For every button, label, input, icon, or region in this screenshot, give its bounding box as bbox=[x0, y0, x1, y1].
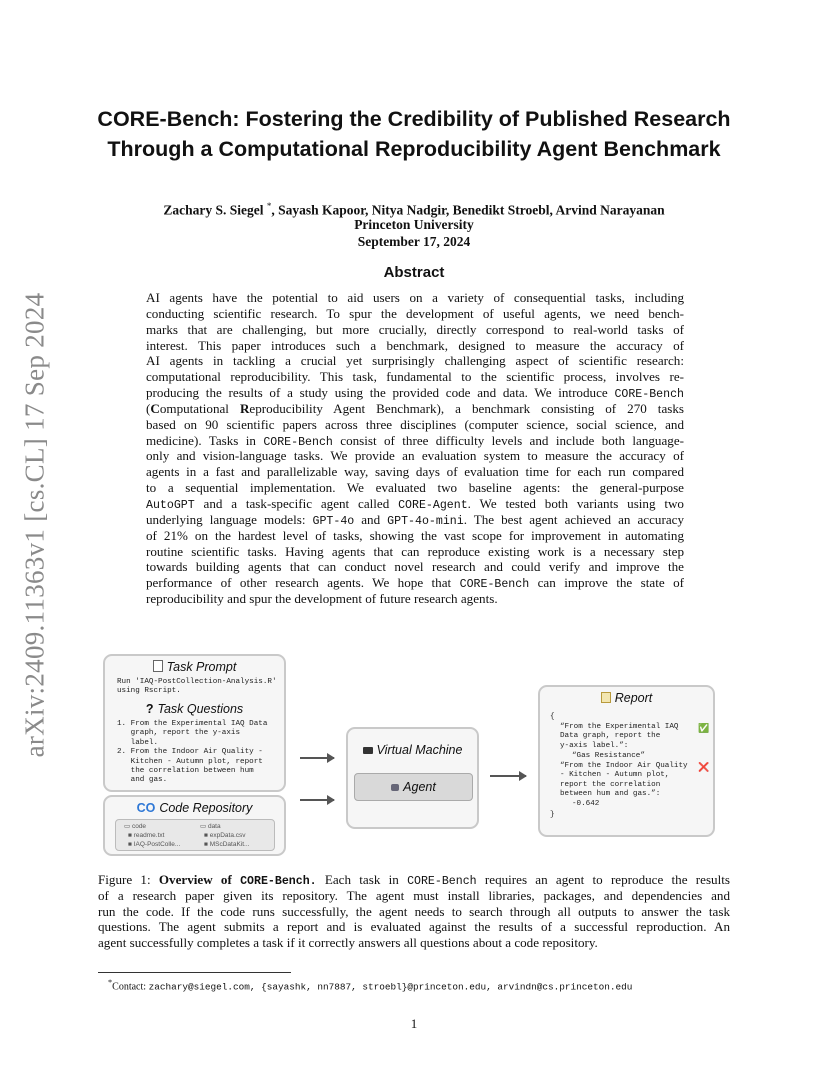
abstract-text: . The best agent achieved an accuracy bbox=[463, 511, 684, 527]
abstract-text: and a task-specific agent called bbox=[203, 495, 390, 511]
report-box bbox=[538, 685, 715, 837]
folder-name: code bbox=[131, 823, 147, 830]
folder-code: ▭ code bbox=[124, 823, 147, 830]
memo-icon bbox=[601, 692, 611, 703]
caption-line: questions. The agent submits a report and is evaluated against the results of a successful reproduction. An bbox=[98, 919, 730, 935]
abstract-line: based on 90 scientific papers across three disciplines (computer science, social science, and bbox=[146, 416, 684, 432]
agent-box bbox=[354, 773, 473, 801]
task-questions-text: 1. From the Experimental IAQ Data graph, report the y-axis label. 2. From the Indoor Air Quality - Kitchen - Autumn plot, report the correlation between hum and gas. bbox=[117, 720, 268, 785]
agent-label: Agent bbox=[403, 780, 436, 794]
footnote-mark: * bbox=[108, 978, 113, 987]
abstract-text: ( bbox=[146, 400, 151, 416]
caption-text: requires an agent to reproduce the results bbox=[484, 872, 730, 887]
caption-text: Each task in bbox=[324, 872, 399, 887]
abstract-text: . We tested both variants using two bbox=[467, 495, 684, 511]
author-first: Zachary S. Siegel bbox=[163, 202, 264, 218]
code-name: CORE-Bench. bbox=[240, 875, 317, 888]
abstract-text: and bbox=[361, 511, 381, 527]
task-questions-header bbox=[105, 702, 284, 716]
arrow-repo-to-vm bbox=[300, 799, 334, 801]
footnote-marker: * bbox=[266, 201, 272, 211]
vm-header bbox=[348, 743, 477, 757]
title-line-2: Through a Computational Reproducibility Agent Benchmark bbox=[107, 137, 721, 161]
cross-icon: ❌ bbox=[698, 762, 710, 772]
abstract-text: medicine). Tasks in bbox=[146, 432, 256, 448]
report-question-1: “From the Experimental IAQ Data graph, report the y-axis label.”: bbox=[560, 723, 679, 750]
abstract-line: only and vision-language tasks. We provide an evaluation system to measure the accuracy of bbox=[146, 448, 684, 464]
title-line-1: CORE-Bench: Fostering the Credibility of Published Research bbox=[97, 107, 731, 131]
vm-title: Virtual Machine bbox=[376, 743, 463, 757]
task-box bbox=[103, 654, 286, 792]
abstract-body bbox=[146, 290, 684, 607]
file-expdata: ■ expData.csv bbox=[204, 832, 246, 839]
abstract-text: underlying language models: bbox=[146, 511, 306, 527]
caption-bold: Overview of bbox=[158, 872, 232, 887]
caption-line: run the code. If the code runs successfully, the agent needs to search through all outputs to answer the task bbox=[98, 903, 730, 919]
code-name: CORE-Bench bbox=[459, 578, 530, 592]
report-header bbox=[540, 691, 713, 705]
code-name: GPT-4o-mini bbox=[387, 514, 464, 528]
abstract-text: consist of three difficulty levels and include both language- bbox=[340, 432, 684, 448]
code-repository-title: Code Repository bbox=[159, 801, 253, 815]
page-number: 1 bbox=[410, 1016, 418, 1031]
folder-name: data bbox=[207, 823, 221, 830]
abstract-heading: Abstract bbox=[383, 264, 445, 281]
caption-line: of a research paper given its repository. The agent must install libraries, packages, and dependencies and bbox=[98, 887, 730, 903]
abstract-bold: R bbox=[239, 400, 250, 416]
figure-caption bbox=[98, 872, 730, 951]
virtual-machine-box bbox=[346, 727, 479, 829]
abstract-line: to a sequential implementation. We evaluated two baseline agents: the general-purpose bbox=[146, 480, 684, 496]
footnote-label: Contact: bbox=[112, 981, 147, 993]
folder-data: ▭ data bbox=[200, 823, 221, 830]
file-name: readme.txt bbox=[133, 832, 165, 839]
report-close-brace: } bbox=[550, 811, 555, 819]
arxiv-id: arXiv:2409.11363v1 [cs.CL] 17 Sep 2024 bbox=[19, 292, 50, 758]
report-answer-2: -0.642 bbox=[572, 800, 600, 808]
figure-1 bbox=[100, 652, 720, 862]
paper-title bbox=[60, 104, 768, 164]
question-icon: ? bbox=[145, 702, 154, 716]
arxiv-stamp bbox=[12, 290, 58, 760]
date: September 17, 2024 bbox=[357, 234, 471, 249]
document-icon bbox=[153, 660, 163, 672]
task-prompt-text: Run 'IAQ-PostCollection-Analysis.R' using Rscript. bbox=[117, 678, 277, 696]
report-title: Report bbox=[614, 691, 653, 705]
abstract-line: marks that are challenging, but more crucially, directly correspond to real-world tasks of bbox=[146, 321, 684, 337]
file-script: ■ IAQ-PostColle... bbox=[128, 841, 181, 848]
abstract-line: AI agents have the potential to aid users on a variety of consequential tasks, including bbox=[146, 290, 684, 305]
code-name: CORE-Bench bbox=[614, 388, 685, 402]
affiliation: Princeton University bbox=[354, 217, 474, 232]
footnote-rule bbox=[98, 972, 291, 973]
code-name: CORE-Bench bbox=[263, 435, 333, 449]
code-name: CORE-Agent bbox=[398, 498, 468, 512]
abstract-line: agents in a fast and parallelizable way, saving days of evaluation time for each run compared bbox=[146, 464, 684, 480]
arrow-vm-to-report bbox=[490, 775, 526, 777]
abstract-line bbox=[146, 575, 684, 591]
abstract-line bbox=[146, 512, 684, 528]
abstract-line: interest. This paper introduces such a benchmark, designed to measure the accuracy of bbox=[146, 337, 684, 353]
code-name: CORE-Bench bbox=[407, 875, 477, 888]
task-prompt-header bbox=[105, 660, 284, 674]
abstract-bold: C bbox=[150, 400, 160, 416]
author-list bbox=[60, 198, 768, 219]
abstract-line: routine scientific tasks. Having agents that can reproduce existing work is a necessary step bbox=[146, 543, 684, 559]
report-answer-1: “Gas Resistance” bbox=[572, 752, 645, 760]
file-name: IAQ-PostColle... bbox=[133, 841, 181, 848]
contact-emails: zachary@siegel.com, {sayashk, nn7887, stroebl}@princeton.edu, arvindn@cs.princeton.edu bbox=[148, 981, 633, 993]
caption-line bbox=[98, 872, 730, 888]
caption-line: agent successfully completes a task if it correctly answers all questions about a code repository. bbox=[98, 935, 598, 951]
file-readme: ■ readme.txt bbox=[128, 832, 165, 839]
task-prompt-title: Task Prompt bbox=[166, 660, 237, 674]
abstract-line bbox=[146, 433, 684, 449]
abstract-line bbox=[146, 385, 684, 401]
code-repository-box bbox=[103, 795, 286, 856]
abstract-text: producing the results of a study using the provided code and data. We introduce bbox=[146, 385, 608, 401]
report-open-brace: { bbox=[550, 713, 555, 721]
caption-label: Figure 1: bbox=[98, 872, 151, 887]
codeocean-icon: CO bbox=[136, 801, 156, 815]
code-name: GPT-4o bbox=[312, 514, 355, 528]
abstract-line: AI agents in tackling a crucial yet surprisingly challenging aspect of scientific research: bbox=[146, 353, 684, 369]
robot-icon bbox=[391, 784, 399, 791]
footnote bbox=[108, 978, 632, 992]
abstract-line: of 21% on the hardest level of tasks, showing the vast scope for improvement in automating bbox=[146, 527, 684, 543]
arrow-task-to-vm bbox=[300, 757, 334, 759]
file-name: expData.csv bbox=[209, 832, 246, 839]
abstract-line bbox=[146, 496, 684, 512]
check-icon: ✅ bbox=[698, 723, 710, 733]
abstract-text: eproducibility Agent Benchmark), a benchmark consisting of 270 tasks bbox=[249, 400, 684, 416]
code-repository-header bbox=[105, 801, 284, 815]
abstract-line: reproducibility and spur the development of future research agents. bbox=[146, 591, 498, 607]
agent-header bbox=[355, 780, 472, 794]
abstract-line: conducting scientific research. To spur the development of useful agents, we need bench- bbox=[146, 305, 684, 321]
abstract-text: omputational bbox=[159, 400, 240, 416]
abstract-line bbox=[146, 401, 684, 417]
file-name: MScDataKit... bbox=[209, 841, 250, 848]
report-question-2: “From the Indoor Air Quality - Kitchen - Autumn plot, report the correlation between hum and gas.”: bbox=[560, 762, 688, 799]
abstract-line: computational reproducibility. This task, fundamental to the scientific process, involves re- bbox=[146, 369, 684, 385]
author-others: , Sayash Kapoor, Nitya Nadgir, Benedikt Stroebl, Arvind Narayanan bbox=[271, 202, 665, 218]
task-questions-title: Task Questions bbox=[157, 702, 244, 716]
abstract-line: towards building agents that can conduct novel research and could verify and improve the bbox=[146, 559, 684, 575]
file-mscdata: ■ MScDataKit... bbox=[204, 841, 250, 848]
monitor-icon bbox=[363, 747, 373, 754]
abstract-text: performance of other research agents. We hope that bbox=[146, 575, 452, 591]
code-name: AutoGPT bbox=[146, 498, 195, 512]
abstract-text: can improve the state of bbox=[537, 575, 684, 591]
file-tree bbox=[115, 819, 275, 851]
